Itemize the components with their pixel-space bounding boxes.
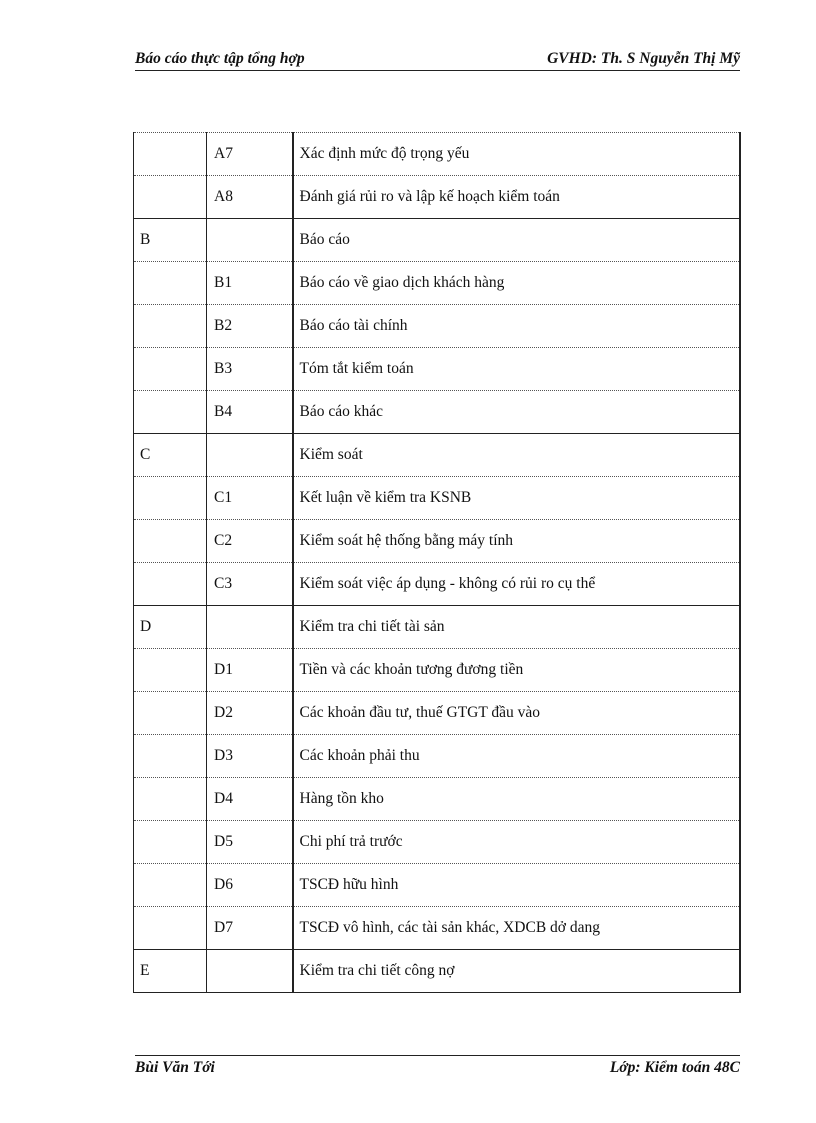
description-cell: Tóm tắt kiểm toán	[293, 348, 741, 391]
code-cell: B2	[207, 305, 293, 348]
group-row	[134, 606, 741, 649]
description-cell: Báo cáo về giao dịch khách hàng	[293, 262, 741, 305]
code-cell: A7	[207, 133, 293, 176]
code-cell: D6	[207, 864, 293, 907]
group-cell	[134, 563, 207, 606]
group-cell	[134, 133, 207, 176]
description-cell: Đánh giá rủi ro và lập kế hoạch kiểm toán	[293, 176, 741, 219]
table-row	[134, 864, 741, 907]
group-cell	[134, 391, 207, 434]
table-row	[134, 821, 741, 864]
code-cell: D3	[207, 735, 293, 778]
group-cell	[134, 735, 207, 778]
description-cell: Chi phí trả trước	[293, 821, 741, 864]
table-row	[134, 563, 741, 606]
table-row	[134, 262, 741, 305]
code-cell: B4	[207, 391, 293, 434]
code-cell: B1	[207, 262, 293, 305]
description-cell: Các khoản phải thu	[293, 735, 741, 778]
code-cell: A8	[207, 176, 293, 219]
page-header	[135, 44, 740, 71]
group-row	[134, 434, 741, 477]
code-cell: D1	[207, 649, 293, 692]
description-cell: Báo cáo tài chính	[293, 305, 741, 348]
code-cell	[207, 219, 293, 262]
table-row	[134, 477, 741, 520]
description-cell: Các khoản đầu tư, thuế GTGT đầu vào	[293, 692, 741, 735]
group-row	[134, 950, 741, 993]
description-cell: Kiểm tra chi tiết tài sản	[293, 606, 741, 649]
description-cell: Tiền và các khoản tương đương tiền	[293, 649, 741, 692]
group-cell: B	[134, 219, 207, 262]
table-row	[134, 692, 741, 735]
description-cell: Kiểm soát việc áp dụng - không có rủi ro cụ thể	[293, 563, 741, 606]
description-cell: TSCĐ vô hình, các tài sản khác, XDCB dở dang	[293, 907, 741, 950]
group-cell	[134, 348, 207, 391]
table-row	[134, 649, 741, 692]
group-cell	[134, 262, 207, 305]
group-cell	[134, 649, 207, 692]
group-row	[134, 219, 741, 262]
code-cell: D7	[207, 907, 293, 950]
table-row	[134, 348, 741, 391]
header-advisor: GVHD: Th. S Nguyễn Thị Mỹ	[547, 50, 740, 67]
table-row	[134, 520, 741, 563]
group-cell	[134, 305, 207, 348]
footer-class: Lớp: Kiểm toán 48C	[609, 1059, 740, 1076]
table-row	[134, 133, 741, 176]
code-cell	[207, 434, 293, 477]
description-cell: Kết luận về kiểm tra KSNB	[293, 477, 741, 520]
page-footer	[135, 1055, 740, 1080]
audit-index-table	[133, 132, 741, 993]
group-cell	[134, 477, 207, 520]
footer-author: Bùi Văn Tới	[135, 1059, 215, 1076]
group-cell	[134, 692, 207, 735]
group-cell	[134, 821, 207, 864]
code-cell: C3	[207, 563, 293, 606]
code-cell: C2	[207, 520, 293, 563]
description-cell: Báo cáo	[293, 219, 741, 262]
description-cell: Kiểm soát hệ thống bằng máy tính	[293, 520, 741, 563]
group-cell	[134, 520, 207, 563]
description-cell: Kiểm soát	[293, 434, 741, 477]
group-cell	[134, 907, 207, 950]
code-cell	[207, 606, 293, 649]
group-cell: E	[134, 950, 207, 993]
description-cell: Kiểm tra chi tiết công nợ	[293, 950, 741, 993]
code-cell: D4	[207, 778, 293, 821]
table-row	[134, 176, 741, 219]
code-cell	[207, 950, 293, 993]
header-report-title: Báo cáo thực tập tổng hợp	[135, 50, 305, 67]
description-cell: TSCĐ hữu hình	[293, 864, 741, 907]
code-cell: B3	[207, 348, 293, 391]
table-row	[134, 735, 741, 778]
description-cell: Báo cáo khác	[293, 391, 741, 434]
table-row	[134, 778, 741, 821]
table-row	[134, 305, 741, 348]
group-cell	[134, 864, 207, 907]
table-row	[134, 391, 741, 434]
code-cell: D2	[207, 692, 293, 735]
group-cell: D	[134, 606, 207, 649]
table-row	[134, 907, 741, 950]
code-cell: D5	[207, 821, 293, 864]
group-cell: C	[134, 434, 207, 477]
code-cell: C1	[207, 477, 293, 520]
description-cell: Xác định mức độ trọng yếu	[293, 133, 741, 176]
group-cell	[134, 176, 207, 219]
description-cell: Hàng tồn kho	[293, 778, 741, 821]
group-cell	[134, 778, 207, 821]
